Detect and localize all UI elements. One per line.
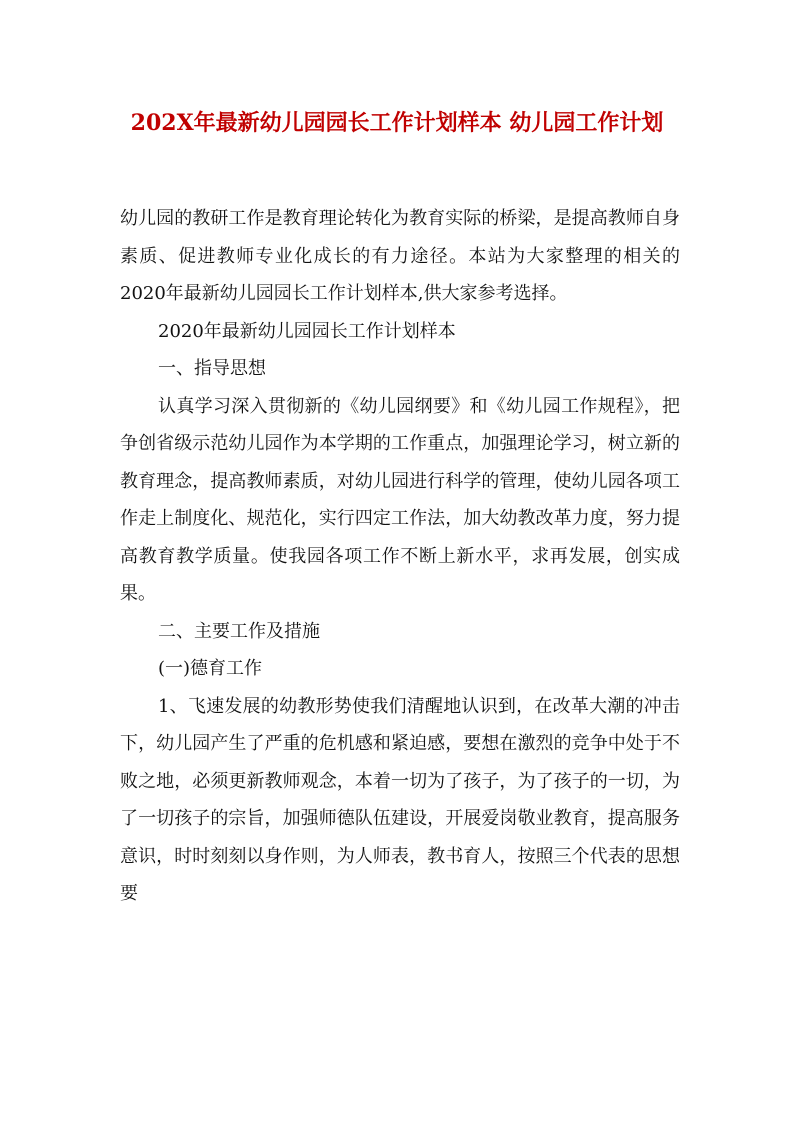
- subsection-heading-moral-education: (一)德育工作: [158, 658, 263, 679]
- intro-paragraph: 幼儿园的教研工作是教育理论转化为教育实际的桥梁，是提高教师自身素质、促进教师专业化成长的有力途径。本站为大家整理的相关的2020年最新幼儿园园长工作计划样本,供大家参考选择。: [120, 208, 680, 304]
- document-body: [120, 200, 680, 913]
- section-heading-plan: 2020年最新幼儿园园长工作计划样本: [158, 320, 456, 342]
- section-heading-main-work: 二、主要工作及措施: [158, 620, 320, 642]
- document-title: 202X年最新幼儿园园长工作计划样本 幼儿园工作计划: [130, 110, 664, 136]
- guiding-ideology-paragraph: 认真学习深入贯彻新的《幼儿园纲要》和《幼儿园工作规程》，把争创省级示范幼儿园作为本学期的工作重点，加强理论学习，树立新的教育理念，提高教师素质，对幼儿园进行科学的管理，使幼儿园各项工作走上制度化、规范化，实行四定工作法，加大幼教改革力度，努力提高教育教学质量。使我园各项工作不断上新水平，求再发展，创实成果。: [120, 395, 680, 604]
- section-heading-guiding-ideology: 一、指导思想: [158, 358, 266, 379]
- moral-education-paragraph: 1、飞速发展的幼教形势使我们清醒地认识到，在改革大潮的冲击下，幼儿园产生了严重的危机感和紧迫感，要想在激烈的竞争中处于不败之地，必须更新教师观念，本着一切为了孩子，为了孩子的一切，为了一切孩子的宗旨，加强师德队伍建设，开展爱岗敬业教育，提高服务意识，时时刻刻以身作则，为人师表，教书育人，按照三个代表的思想要: [120, 695, 680, 904]
